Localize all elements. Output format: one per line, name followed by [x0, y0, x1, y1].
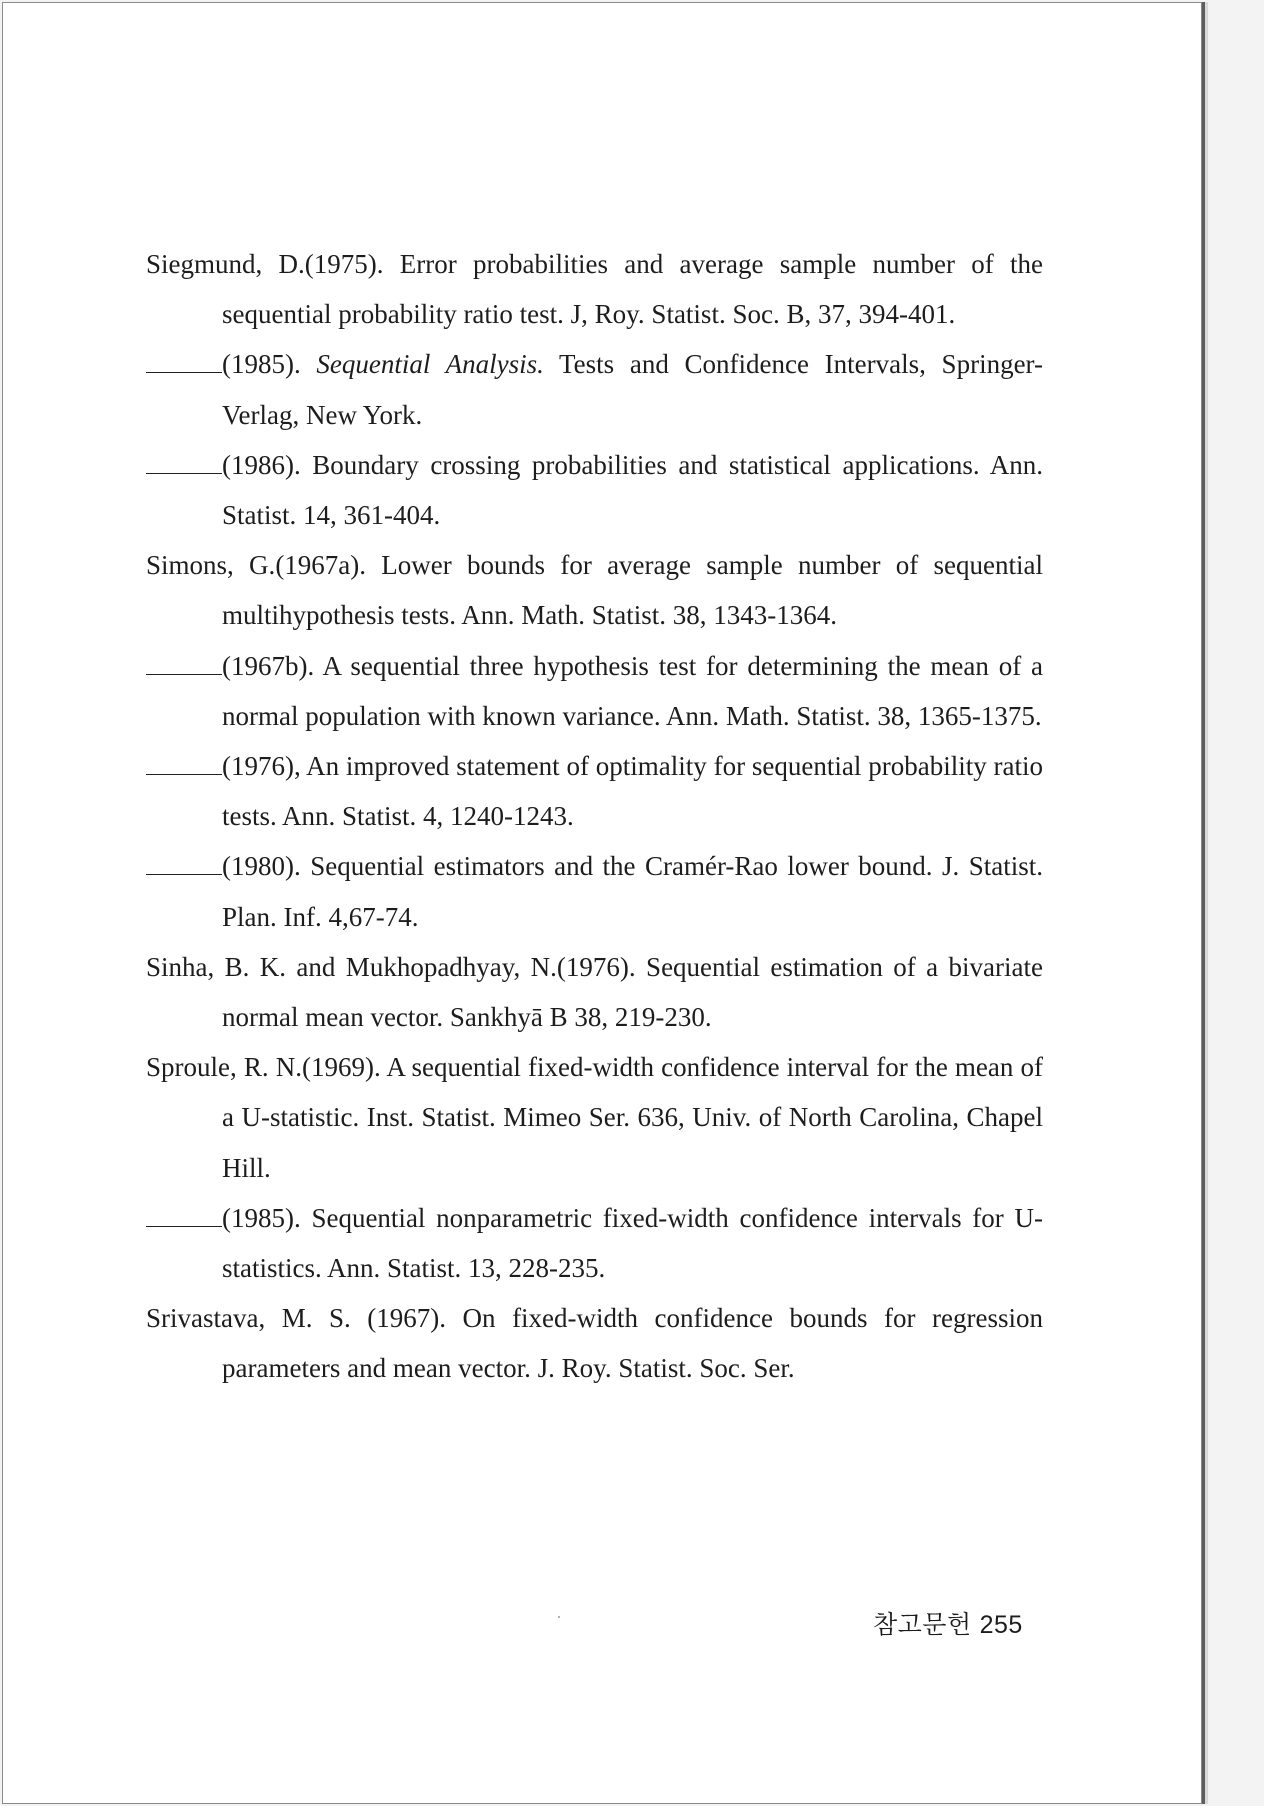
reference-author: Simons, G.: [146, 550, 276, 581]
same-author-dash: [146, 854, 222, 875]
reference-year: (1986).: [222, 449, 301, 480]
same-author-dash: [146, 453, 222, 474]
reference-year: (1976),: [222, 751, 301, 782]
scan-speck: [558, 1616, 560, 1618]
page-number: 255: [979, 1611, 1023, 1639]
reference-year: (1985).: [222, 349, 301, 380]
reference-details: Sequential estimation of a bivariate normal mean vector. Sankhyā B 38, 219-230.: [222, 951, 1043, 1033]
reference-author: Siegmund, D.: [146, 249, 305, 279]
reference-author: Sinha, B. K. and Mukhopadhyay, N.: [146, 951, 557, 982]
reference-details: Error probabilities and average sample number of the sequential probability ratio test. J, Roy. Statist. Soc. B, 37, 394-401.: [222, 249, 1043, 330]
reference-entry: [146, 641, 1043, 741]
reference-entry: [146, 1042, 1043, 1193]
reference-details: Lower bounds for average sample number of sequential multihypothesis tests. Ann. Math. Statist. 38, 1343-1364.: [222, 550, 1044, 631]
reference-entry: [146, 239, 1043, 339]
reference-details: Sequential nonparametric fixed-width confidence intervals for U-statistics. Ann. Statist. 13, 228-235.: [222, 1202, 1043, 1284]
reference-year: (1969).: [301, 1052, 381, 1083]
reference-author: Srivastava, M. S.: [146, 1303, 351, 1334]
reference-year: (1967a).: [275, 550, 367, 581]
reference-year: (1980).: [222, 851, 301, 882]
reference-details: Tests and Confidence Intervals, Springer-Verlag, New York.: [222, 349, 1043, 430]
reference-details: A sequential fixed-width confidence interval for the mean of a U-statistic. Inst. Statist. Mimeo Ser. 636, Univ. of North Carolina, Chapel Hill.: [222, 1052, 1044, 1183]
reference-year: (1967b).: [222, 650, 315, 681]
reference-author: Sproule, R. N.: [146, 1052, 302, 1083]
reference-details: On fixed-width confidence bounds for regression parameters and mean vector. J. Roy. Statist. Soc. Ser.: [222, 1303, 1043, 1384]
same-author-dash: [146, 352, 222, 373]
reference-entry: [146, 339, 1043, 439]
page-footer: [873, 1605, 1023, 1641]
reference-year: (1985).: [222, 1202, 301, 1233]
reference-year: (1975).: [304, 249, 384, 279]
reference-details: A sequential three hypothesis test for determining the mean of a normal population with known variance. Ann. Math. Statist. 38, 1365-1375.: [222, 650, 1043, 731]
reference-book-title: Sequential Analysis.: [300, 349, 544, 380]
same-author-dash: [146, 654, 222, 675]
reference-entry: [146, 540, 1043, 640]
reference-entry: [146, 1193, 1043, 1293]
reference-year: (1967).: [350, 1303, 447, 1334]
reference-details: An improved statement of optimality for sequential probability ratio tests. Ann. Statist. 4, 1240-1243.: [222, 751, 1043, 832]
reference-entry: [146, 841, 1043, 941]
same-author-dash: [146, 754, 222, 775]
reference-entry: [146, 741, 1043, 841]
document-page: [2, 2, 1202, 1804]
reference-year: (1976).: [556, 951, 636, 982]
reference-details: Boundary crossing probabilities and statistical applications. Ann. Statist. 14, 361-404.: [222, 449, 1043, 531]
reference-entry: [146, 1293, 1043, 1393]
reference-list: [146, 239, 1043, 1394]
reference-entry: [146, 440, 1043, 540]
footer-section-title: 참고문헌: [873, 1611, 972, 1639]
reference-entry: [146, 942, 1043, 1042]
reference-details: Sequential estimators and the Cramér-Rao lower bound. J. Statist. Plan. Inf. 4,67-74.: [222, 851, 1043, 932]
same-author-dash: [146, 1206, 222, 1227]
